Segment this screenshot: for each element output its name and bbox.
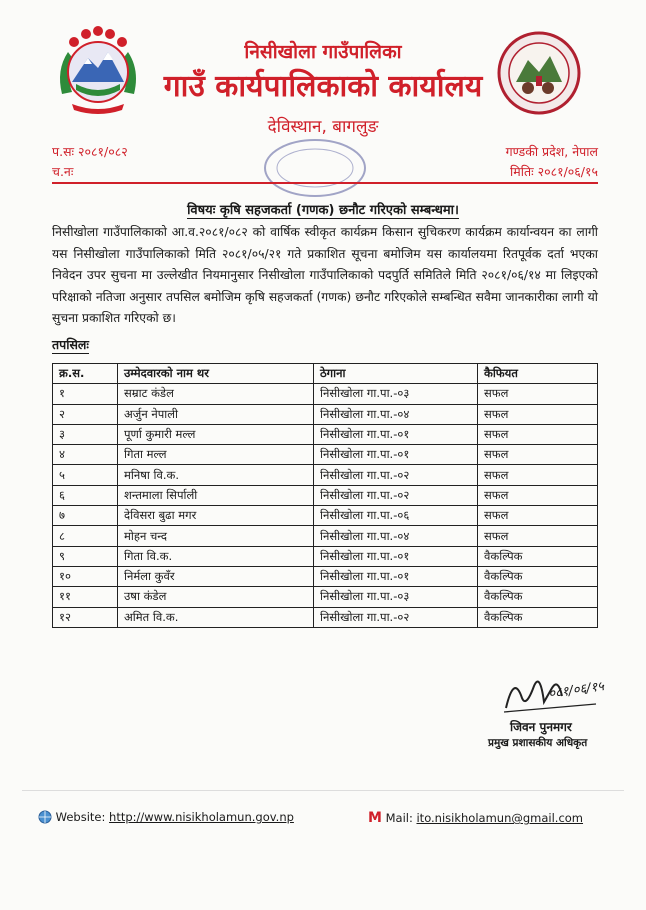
subject-text: विषयः कृषि सहजकर्ता (गणक) छनौट गरिएको सम्बन्धमा। (187, 203, 459, 218)
cell-name: सम्राट कंडेल (118, 384, 314, 404)
table-row (53, 566, 598, 586)
municipality-name: निसीखोला गाउँपालिका (244, 41, 402, 63)
col-remarks: कैफियत (478, 364, 598, 384)
cell-address: निसीखोला गा.पा.-०१ (314, 424, 478, 444)
table-row (53, 506, 598, 526)
cell-name: गिता मल्ल (118, 445, 314, 465)
issue-date: मितिः २०८१/०६/१५ (510, 164, 598, 179)
cell-serial: २ (53, 404, 118, 424)
cell-remarks: सफल (478, 526, 598, 546)
cell-remarks: वैकल्पिक (478, 566, 598, 586)
table-header-row (53, 364, 598, 384)
cell-remarks: सफल (478, 404, 598, 424)
table-row (53, 485, 598, 505)
footer-divider (22, 790, 624, 791)
cell-serial: १० (53, 566, 118, 586)
cell-name: उषा कंडेल (118, 587, 314, 607)
cell-address: निसीखोला गा.पा.-०१ (314, 445, 478, 465)
table-row (53, 546, 598, 566)
cell-address: निसीखोला गा.पा.-०३ (314, 384, 478, 404)
cell-remarks: वैकल्पिक (478, 607, 598, 627)
cell-serial: ७ (53, 506, 118, 526)
cell-serial: ५ (53, 465, 118, 485)
cell-address: निसीखोला गा.पा.-०४ (314, 404, 478, 424)
handwritten-date: ०८१/०६/१५ (547, 679, 606, 702)
cell-address: निसीखोला गा.पा.-०२ (314, 607, 478, 627)
table-row (53, 424, 598, 444)
signatory-title: प्रमुख प्रशासकीय अधिकृत (488, 737, 588, 749)
office-name: गाउँ कार्यपालिकाको कार्यालय (163, 69, 483, 104)
cell-name: निर्मला कुवँर (118, 566, 314, 586)
cell-address: निसीखोला गा.पा.-०२ (314, 485, 478, 505)
website-link[interactable]: http://www.nisikholamun.gov.np (109, 810, 294, 824)
col-address: ठेगाना (314, 364, 478, 384)
cell-name: अर्जुन नेपाली (118, 404, 314, 424)
col-serial: क्र.स. (53, 364, 118, 384)
cell-remarks: सफल (478, 465, 598, 485)
tapsil-label: तपसिलः (52, 337, 89, 352)
notice-body: निसीखोला गाउँपालिकाको आ.व.२०८१/०८२ को वार्षिक स्वीकृत कार्यक्रम किसान सुचिकरण कार्यक्रम कार्यान्वयन का लागी यस निसीखोला गाउँपालिकाको मिति २०८१/०५/२१ गते प्रकाशित सूचना बमोजिम यस कार्यालयमा रितपूर्वक दर्ता भएका निवेदन उपर सुचना मा उल्लेखीत नियमानुसार निसीखोला गाउँपालिकाको पदपुर्ति समितिले मिति २०८१/०६/१४ मा लिइएको परिक्षाको नतिजा अनुसार तपसिल बमोजिम कृषि सहजकर्ता (गणक) छनौट गरिएकोले सम्बन्धित सवैमा जानकारीका लागी यो सुचना प्रकाशित गरिएको छ। (52, 225, 598, 325)
cell-serial: ९ (53, 546, 118, 566)
subject-line (0, 200, 646, 218)
cell-address: निसीखोला गा.पा.-०३ (314, 587, 478, 607)
cell-name: गिता वि.क. (118, 546, 314, 566)
cell-name: मनिषा वि.क. (118, 465, 314, 485)
cell-remarks: सफल (478, 506, 598, 526)
cell-address: निसीखोला गा.पा.-०१ (314, 566, 478, 586)
cell-serial: १२ (53, 607, 118, 627)
cell-serial: ११ (53, 587, 118, 607)
signatory-name: जिवन पुनमगर (510, 720, 572, 734)
header-divider (52, 182, 598, 184)
dispatch-number: च.नः (52, 164, 74, 179)
cell-name: अमित वि.क. (118, 607, 314, 627)
table-row (53, 587, 598, 607)
globe-icon (38, 810, 52, 827)
footer-mail (368, 810, 583, 826)
cell-address: निसीखोला गा.पा.-०२ (314, 465, 478, 485)
cell-address: निसीखोला गा.पा.-०६ (314, 506, 478, 526)
cell-name: शन्तमाला सिर्पाली (118, 485, 314, 505)
table-row (53, 607, 598, 627)
mail-link[interactable]: ito.nisikholamun@gmail.com (416, 811, 584, 825)
cell-serial: ६ (53, 485, 118, 505)
cell-address: निसीखोला गा.पा.-०४ (314, 526, 478, 546)
cell-serial: १ (53, 384, 118, 404)
cell-serial: ४ (53, 445, 118, 465)
cell-address: निसीखोला गा.पा.-०१ (314, 546, 478, 566)
table-row (53, 526, 598, 546)
reference-number: प.सः २०८१/०८२ (52, 144, 128, 159)
results-table (52, 363, 598, 628)
cell-remarks: सफल (478, 445, 598, 465)
website-label: Website: (55, 810, 106, 824)
cell-remarks: वैकल्पिक (478, 587, 598, 607)
office-seal-stamp (260, 136, 370, 200)
cell-serial: ८ (53, 526, 118, 546)
mail-label: Mail: (385, 811, 413, 825)
table-row (53, 404, 598, 424)
office-address: देविस्थान, बागलुङ (267, 117, 379, 137)
cell-serial: ३ (53, 424, 118, 444)
mail-icon: M (368, 810, 382, 826)
footer-website (38, 810, 294, 827)
table-row (53, 384, 598, 404)
cell-remarks: सफल (478, 424, 598, 444)
col-name: उम्मेदवारको नाम थर (118, 364, 314, 384)
cell-remarks: सफल (478, 485, 598, 505)
table-row (53, 445, 598, 465)
cell-remarks: वैकल्पिक (478, 546, 598, 566)
cell-name: देविसरा बुढा मगर (118, 506, 314, 526)
table-row (53, 465, 598, 485)
cell-name: पूर्णा कुमारी मल्ल (118, 424, 314, 444)
cell-remarks: सफल (478, 384, 598, 404)
cell-name: मोहन चन्द (118, 526, 314, 546)
province-label: गण्डकी प्रदेश, नेपाल (505, 144, 598, 159)
